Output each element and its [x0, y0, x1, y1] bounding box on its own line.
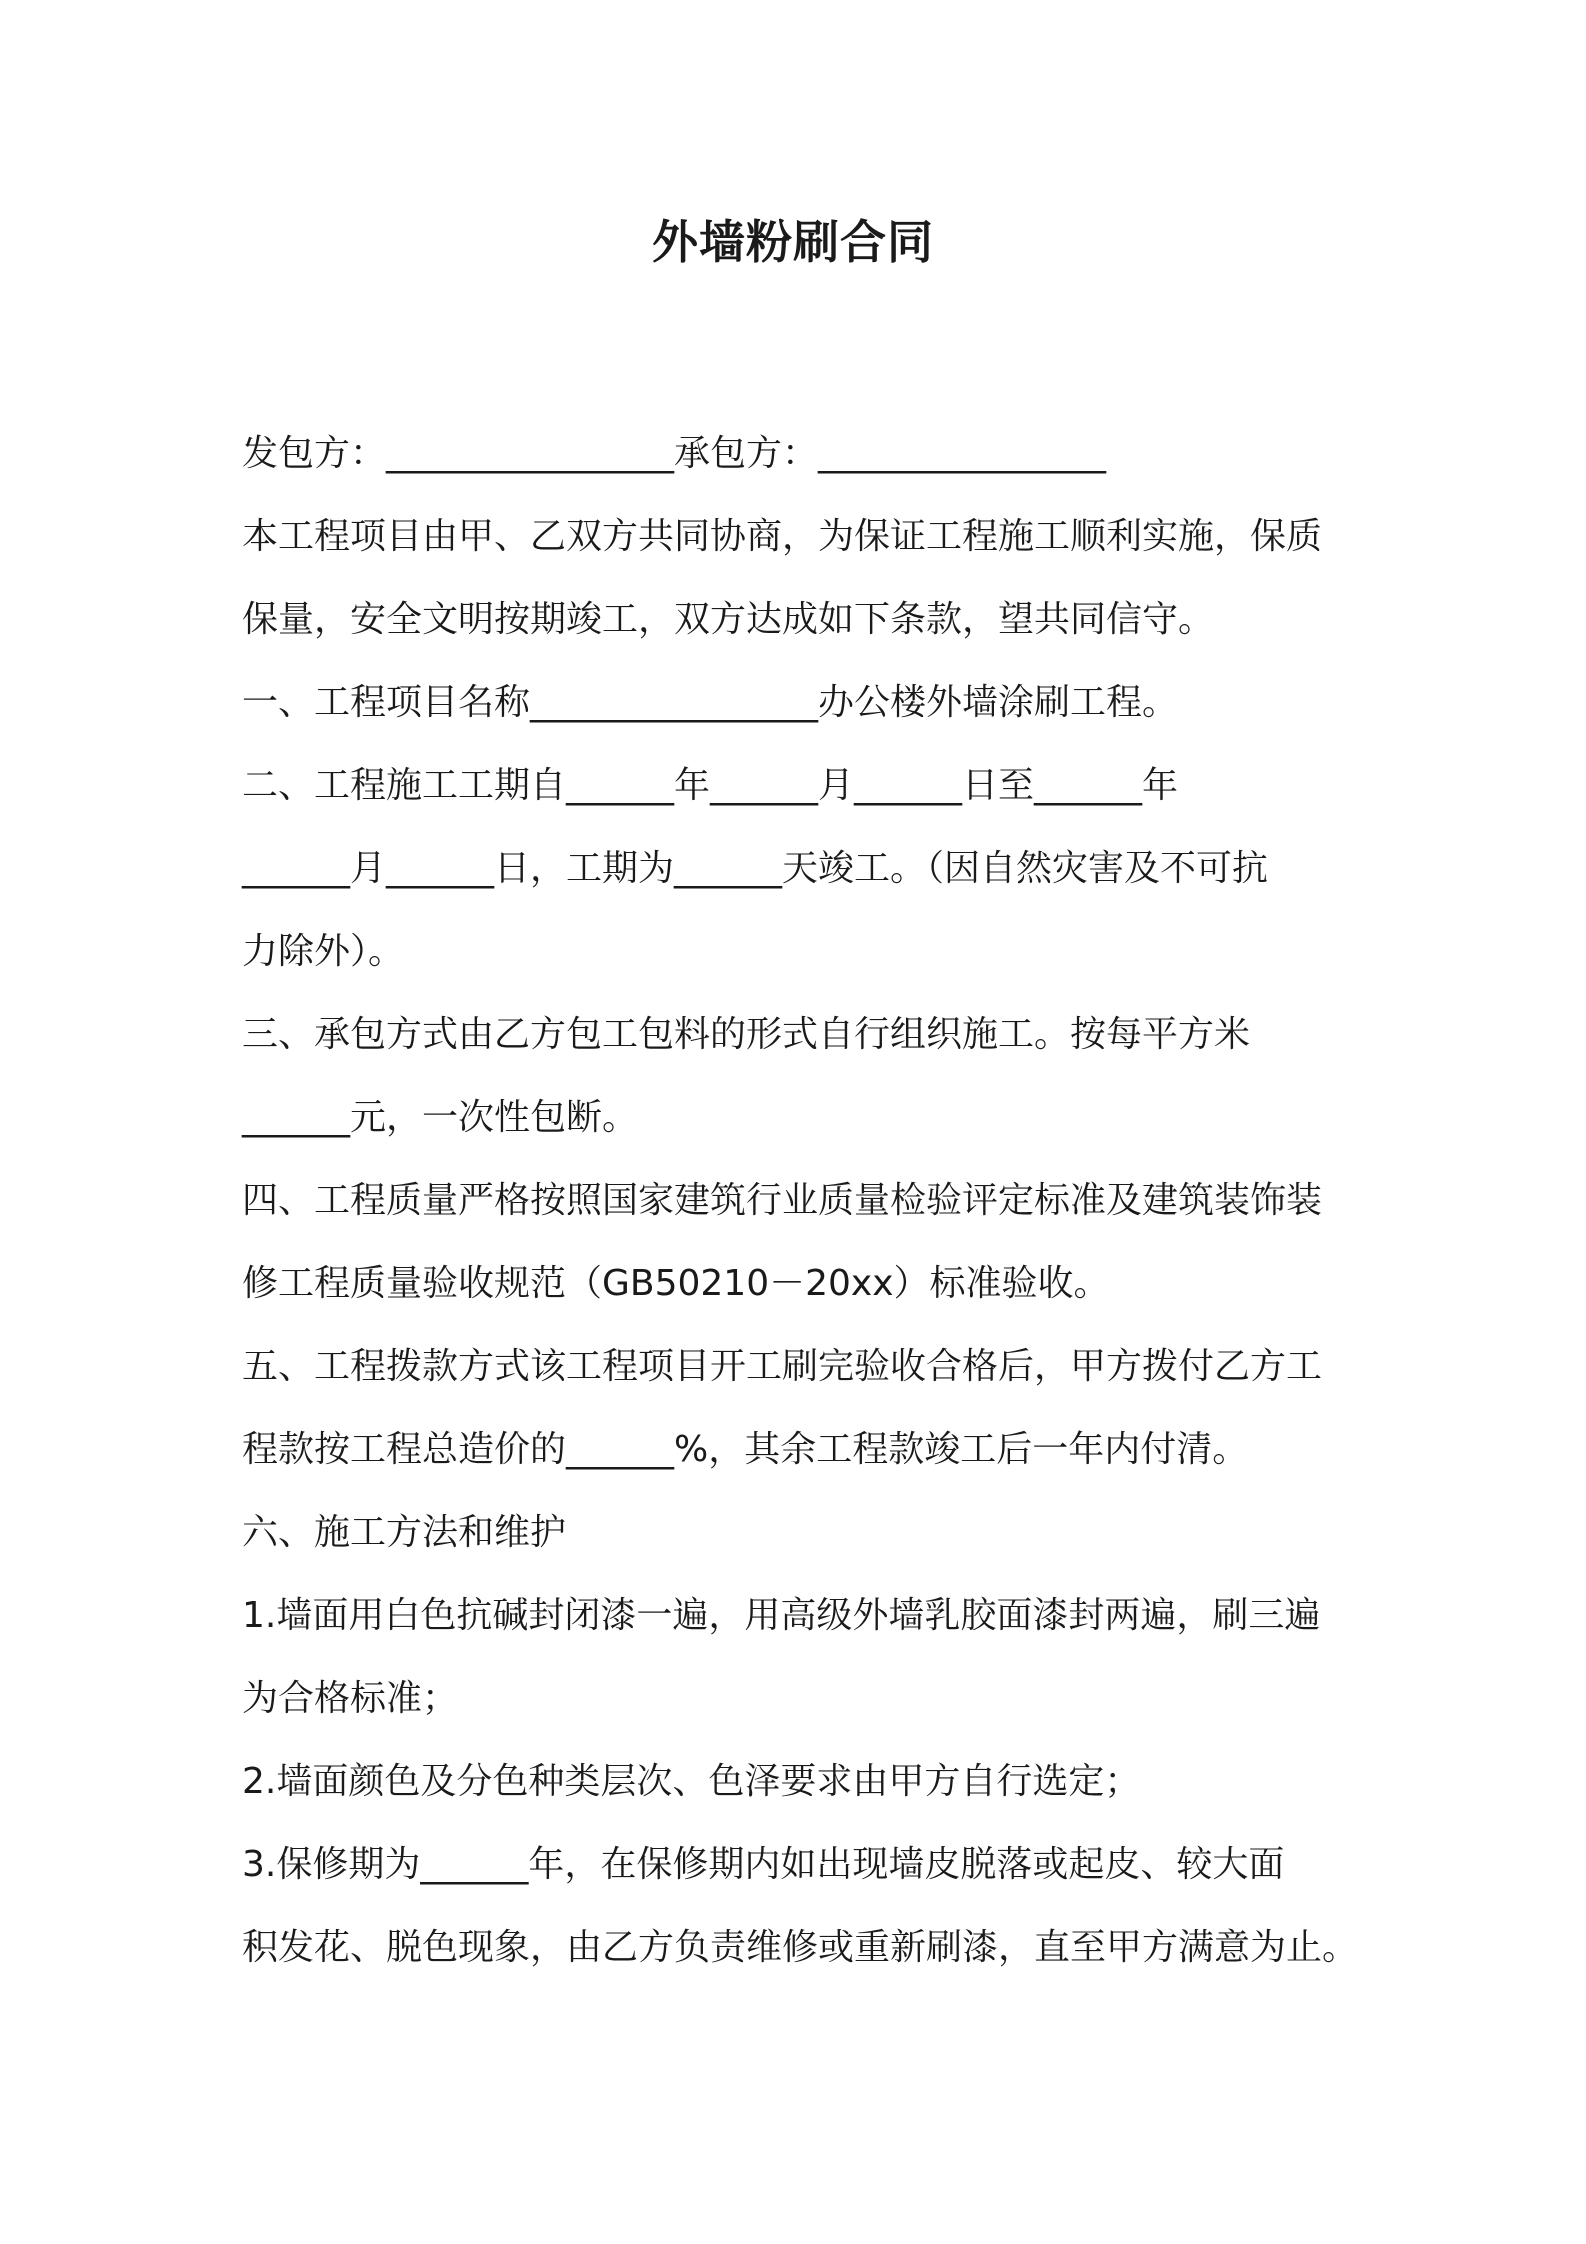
- intro-line-1: 本工程项目由甲、乙双方共同协商，为保证工程施工顺利实施，保质: [242, 516, 1323, 557]
- clause-6-item-1-line-2: 为合格标准；: [242, 1678, 459, 1719]
- clause-4-line-2: 修工程质量验收规范（GB50210－20xx）标准验收。: [242, 1263, 1110, 1304]
- clause-5-line-2: 程款按工程总造价的______%，其余工程款竣工后一年内付清。: [242, 1429, 1249, 1470]
- contract-body: [242, 412, 1362, 1989]
- clause-2-line-2: ______月______日，工期为______天竣工。（因自然灾害及不可抗: [242, 848, 1269, 889]
- clause-1-project-name: 一、工程项目名称________________办公楼外墙涂刷工程。: [242, 682, 1179, 723]
- clause-5-line-1: 五、工程拨款方式该工程项目开工刷完验收合格后，甲方拨付乙方工: [242, 1346, 1323, 1387]
- intro-line-2: 保量，安全文明按期竣工，双方达成如下条款，望共同信守。: [242, 599, 1215, 640]
- clause-3-line-2: ______元，一次性包断。: [242, 1097, 639, 1138]
- document-title: 外墙粉刷合同: [652, 215, 934, 269]
- clause-4-line-1: 四、工程质量严格按照国家建筑行业质量检验评定标准及建筑装饰装: [242, 1180, 1323, 1221]
- clause-6-item-3-line-2: 积发花、脱色现象，由乙方负责维修或重新刷漆，直至甲方满意为止。: [242, 1927, 1359, 1968]
- parties-line: 发包方：________________承包方：________________: [242, 433, 1107, 474]
- clause-6-item-3-line-1: 3.保修期为______年，在保修期内如出现墙皮脱落或起皮、较大面: [242, 1844, 1285, 1885]
- clause-3-line-1: 三、承包方式由乙方包工包料的形式自行组织施工。按每平方米: [242, 1014, 1251, 1055]
- clause-2-line-3: 力除外）。: [242, 931, 405, 972]
- clause-6-item-2: 2.墙面颜色及分色种类层次、色泽要求由甲方自行选定；: [242, 1761, 1141, 1802]
- clause-6-heading: 六、施工方法和维护: [242, 1512, 567, 1553]
- clause-2-line-1: 二、工程施工工期自______年______月______日至______年: [242, 765, 1179, 806]
- clause-6-item-1-line-1: 1.墙面用白色抗碱封闭漆一遍，用高级外墙乳胶面漆封两遍，刷三遍: [242, 1595, 1321, 1636]
